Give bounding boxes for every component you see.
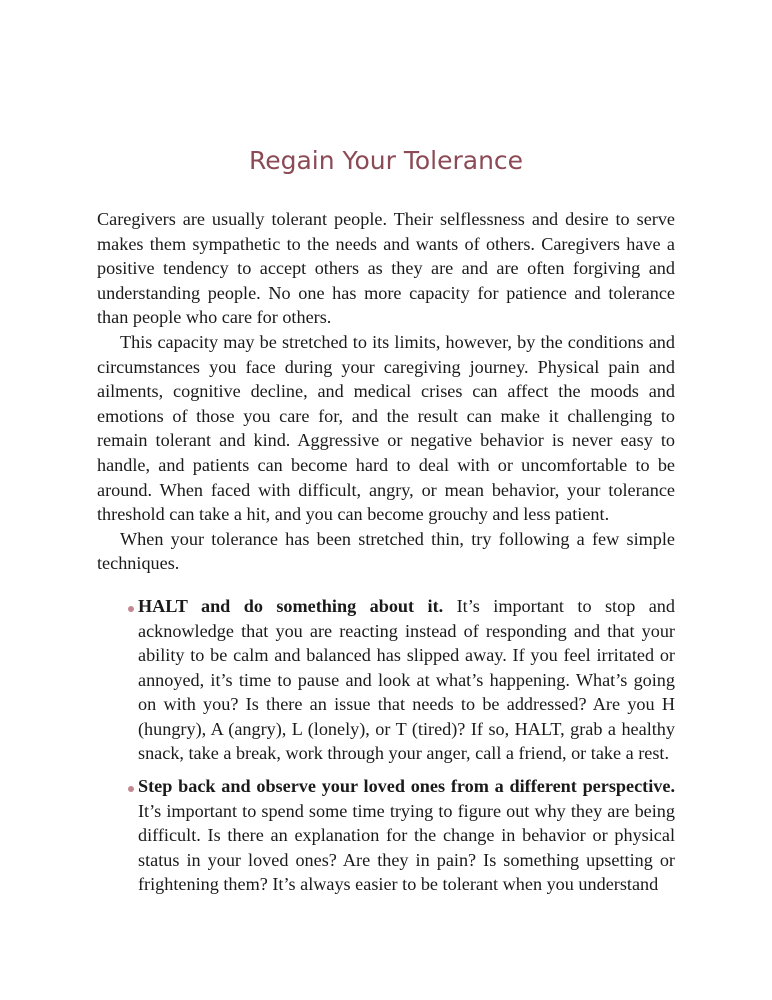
list-item-text: It’s important to stop and acknowledge that you are reacting instead of responding and that your ability to be calm and balanced has slipped away. If you feel irritated or annoyed, it’s time to pause and look at what’s happening. What’s going on with you? Is there an issue that needs to be addressed? Are you H (hungry), A (angry), L (lonely), or T (tired)? If so, HALT, grab a healthy snack, take a break, work through your anger, call a friend, or take a rest. [138, 595, 675, 764]
paragraph-techniques: When your tolerance has been stretched thin, try following a few simple techniques. [97, 528, 675, 574]
list-item [138, 594, 675, 766]
list-item-lead: HALT and do something about it. [138, 595, 444, 616]
list-item-lead: Step back and observe your loved ones from a different perspective. [138, 776, 675, 797]
bullet-dot-icon [128, 606, 134, 612]
body-text [97, 207, 675, 905]
bullet-dot-icon [128, 786, 134, 792]
technique-list [97, 594, 675, 897]
list-item [138, 774, 675, 897]
list-item-text: It’s important to spend some time trying to figure out why they are being difficult. Is there an explanation for the change in behavior or physical status in your loved ones? Are they in pain? Is something upsetting or frightening them? It’s always easier to be tolerant when you understand [138, 800, 675, 895]
paragraph-intro: Caregivers are usually tolerant people. Their selflessness and desire to serve makes them sympathetic to the needs and wants of others. Caregivers have a positive tendency to accept others as they are and are often forgiving and understanding people. No one has more capacity for patience and tolerance than people who care for others. [97, 209, 675, 328]
paragraph-capacity: This capacity may be stretched to its limits, however, by the conditions and circumstances you face during your caregiving journey. Physical pain and ailments, cognitive decline, and medical crises can affect the moods and emotions of those you care for, and the result can make it challenging to remain tolerant and kind. Aggressive or negative behavior is never easy to handle, and patients can become hard to deal with or uncomfortable to be around. When faced with difficult, angry, or mean behavior, your tolerance threshold can take a hit, and you can become grouchy and less patient. [97, 331, 675, 525]
page-title: Regain Your Tolerance [248, 146, 524, 175]
